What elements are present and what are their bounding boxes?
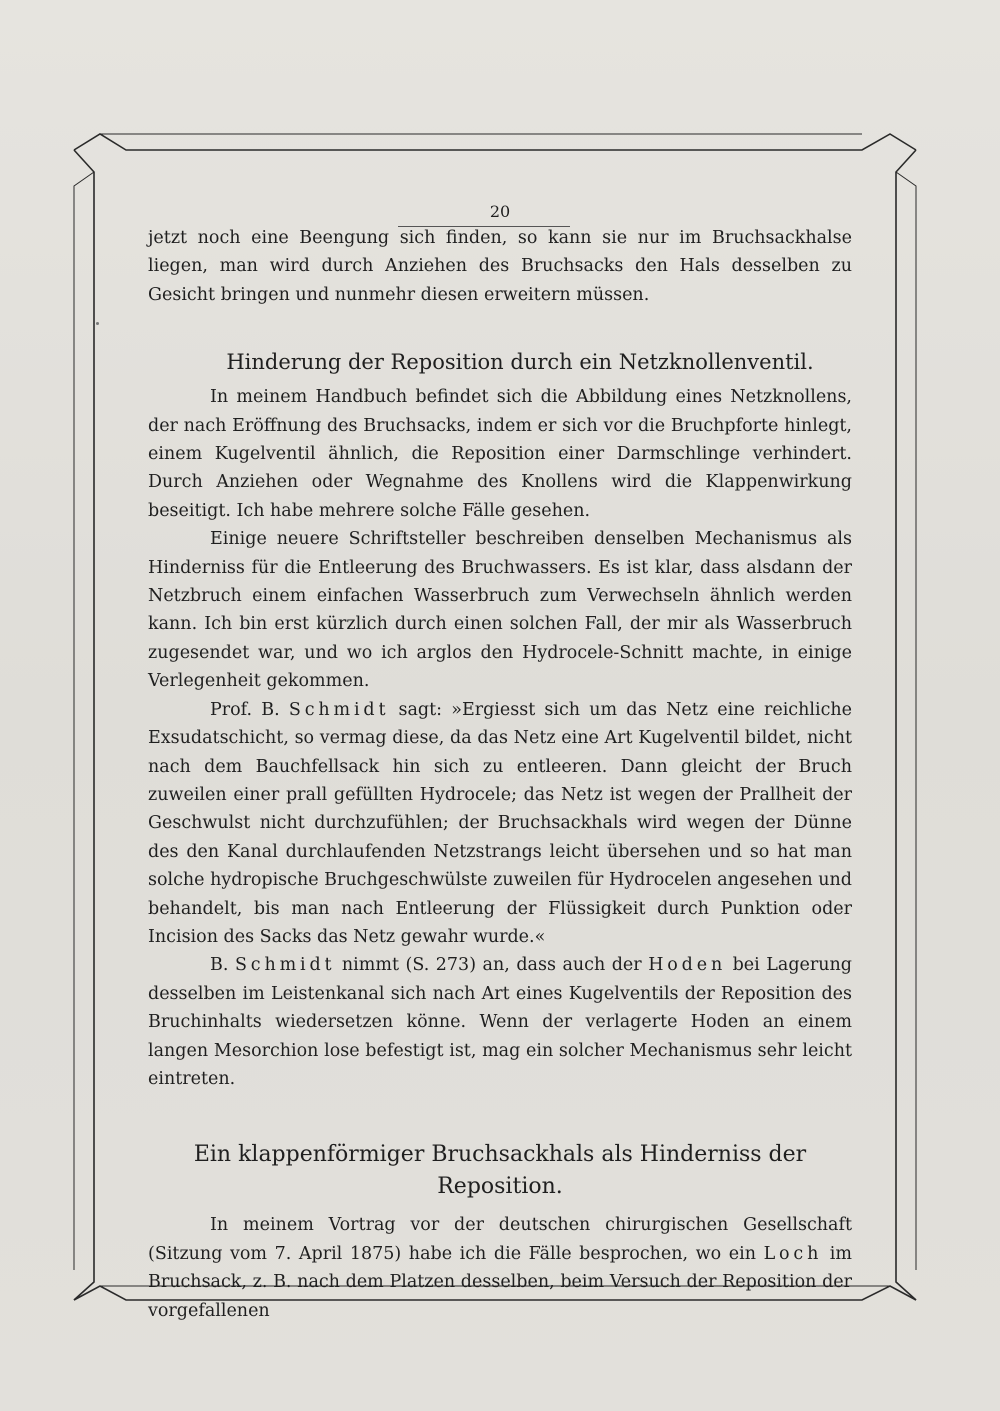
ink-speck [96,322,99,325]
section-heading-2: Ein klappenförmiger Bruchsackhals als Hinderniss der Reposition. [193,1142,807,1200]
page-number: 20 [148,200,852,224]
author-name-schmidt: Schmidt [288,699,390,720]
paragraph-4 [148,696,852,952]
paragraph-2: In meinem Handbuch befindet sich die Abbildung eines Netzknollens, der nach Eröffnung des Bruchsacks, indem er sich vor die Bruchpforte hinlegt, einem Kugelventil ähnlich, die Reposition einer Darmschlinge verhindert. Durch Anziehen oder Wegnahme des Knollens wird die Klappenwirkung beseitigt. Ich habe mehrere solche Fälle gesehen. [148,387,852,521]
paragraph-4-text: sagt: »Ergiesst sich um das Netz eine reichliche Exsudatschicht, so vermag diese, da das Netz eine Art Kugelventil bildet, nicht nach dem Bauchfellsack hin sich zu entleeren. Dann gleicht der Bruch zuweilen einer prall gefüllten Hydrocele; das Netz ist wegen der Prallheit der Geschwulst nicht durchzufühlen; der Bruchsackhals wird wegen der Dünne des den Kanal durchlaufenden Netzstrangs leicht übersehen und so hat man solche hydropische Bruchgeschwülste zuweilen für Hydrocelen angesehen und behandelt, bis man nach Entleerung der Flüssigkeit durch Punktion oder Incision des Sacks das Netz gewahr wurde.« [148,699,852,947]
paragraph-6-text-2: im Bruchsack, z. B. nach dem Platzen desselben, beim Versuch der Reposition der vorgefallenen [148,1243,852,1321]
paragraph-5-text-2: bei Lagerung desselben im Leistenkanal sich nach Art eines Kugelventils der Reposition des Bruchinhalts wiedersetzen könne. Wenn der verlagerte Hoden an einem langen Mesorchion lose befestigt ist, mag ein solcher Mechanismus sehr leicht eintreten. [148,955,852,1089]
text-column [148,196,852,1325]
paragraph-6 [148,1211,852,1325]
section-heading-1: Hinderung der Reposition durch ein Netzknollenventil. [226,350,814,375]
paragraph-5 [148,951,852,1093]
paragraph-4-prefix: Prof. B. [210,699,289,720]
emphasis-loch: Loch [763,1243,823,1264]
paragraph-6-text-1: In meinem Vortrag vor der deutschen chirurgischen Gesellschaft (Sitzung vom 7. April 1875) habe ich die Fälle besprochen, wo ein [148,1215,852,1264]
author-name-schmidt-2: Schmidt [234,955,336,976]
paragraph-3: Einige neuere Schriftsteller beschreiben denselben Mechanismus als Hinderniss für die Entleerung des Bruchwassers. Es ist klar, dass alsdann der Netzbruch einem einfachen Wasserbruch zum Verwechseln ähnlich werden kann. Ich bin erst kürzlich durch einen solchen Fall, der mir als Wasserbruch zugesendet war, und wo ich arglos den Hydrocele-Schnitt machte, in einige Verlegenheit gekommen. [148,529,852,692]
paragraph-5-prefix: B. [210,955,235,976]
paragraph-1: jetzt noch eine Beengung sich finden, so kann sie nur im Bruchsackhalse liegen, man wird durch Anziehen des Bruchsacks den Hals desselben zu Gesicht bringen und nunmehr diesen erweitern müssen. [148,228,852,305]
emphasis-hoden: Hoden [648,955,727,976]
paragraph-5-text-1: nimmt (S. 273) an, dass auch der [335,955,649,976]
